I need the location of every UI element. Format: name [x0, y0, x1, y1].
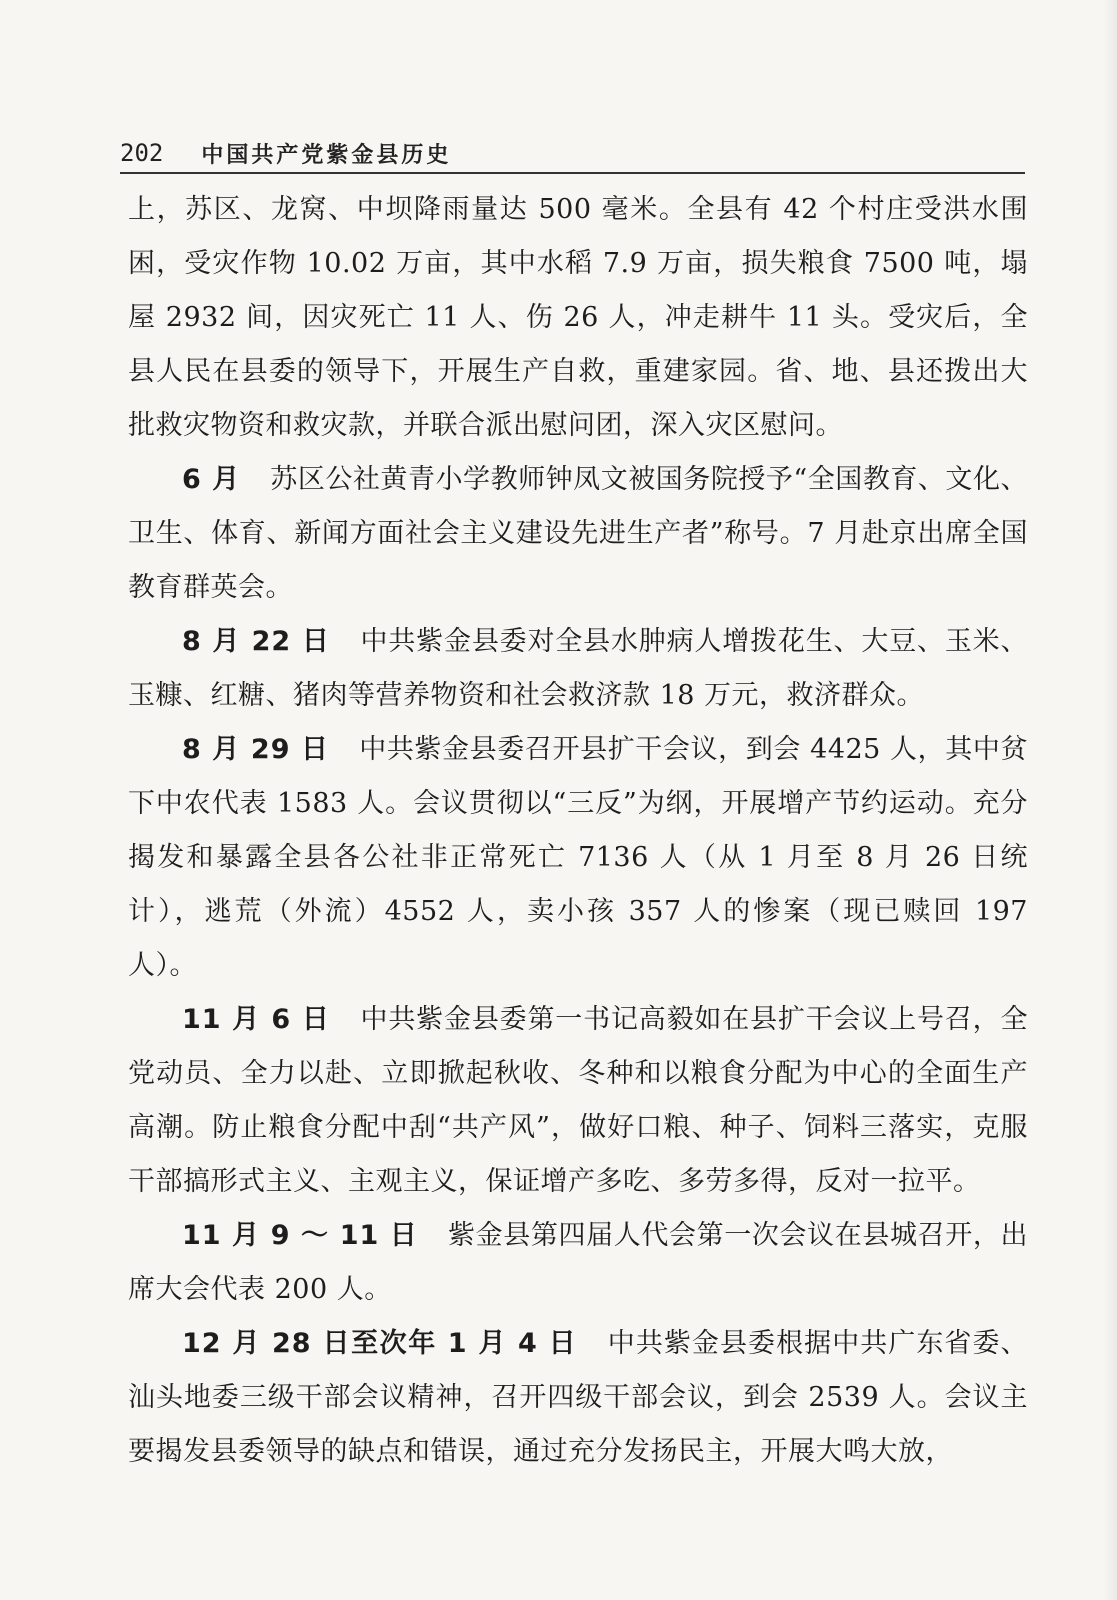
entry-date: 12 月 28 日至次年 1 月 4 日: [182, 1328, 578, 1359]
page-number: 202: [120, 139, 164, 167]
chronicle-entry: [128, 993, 1028, 1209]
entry-date: 6 月: [182, 464, 241, 495]
entry-text: 中共紫金县委根据中共广东省委、汕头地委三级干部会议精神，召开四级干部会议，到会 2539 人。会议主要揭发县委领导的缺点和错误，通过充分发扬民主，开展大鸣大放，: [128, 1328, 1028, 1467]
entry-date: 11 月 9 ～ 11 日: [182, 1220, 418, 1251]
chronicle-entry: [128, 1317, 1028, 1479]
entry-text: 中共紫金县委召开县扩干会议，到会 4425 人，其中贫下中农代表 1583 人。会议贯彻以“三反”为纲，开展增产节约运动。充分揭发和暴露全县各公社非正常死亡 7136 人（从 1 月至 8 月 26 日统计），逃荒（外流）4552 人，卖小孩 357 人的惨案（现已赎回 197 人）。: [128, 734, 1028, 981]
entry-date: 8 月 29 日: [182, 734, 330, 765]
chronicle-entry: [128, 723, 1028, 993]
paragraph-continuation: [128, 183, 1028, 453]
entry-text: 中共紫金县委对全县水肿病人增拨花生、大豆、玉米、玉糠、红糖、猪肉等营养物资和社会救济款 18 万元，救济群众。: [128, 626, 1028, 711]
entry-text: 苏区公社黄青小学教师钟凤文被国务院授予“全国教育、文化、卫生、体育、新闻方面社会主义建设先进生产者”称号。7 月赴京出席全国教育群英会。: [128, 464, 1029, 603]
entry-date: 8 月 22 日: [182, 626, 331, 657]
paragraph-text: 上，苏区、龙窝、中坝降雨量达 500 毫米。全县有 42 个村庄受洪水围困，受灾作物 10.02 万亩，其中水稻 7.9 万亩，损失粮食 7500 吨，塌屋 2932 间，因灾死亡 11 人、伤 26 人，冲走耕牛 11 头。受灾后，全县人民在县委的领导下，开展生产自救，重建家园。省、地、县还拨出大批救灾物资和救灾款，并联合派出慰问团，深入灾区慰问。: [128, 194, 1028, 441]
entry-text: 中共紫金县委第一书记高毅如在县扩干会议上号召，全党动员、全力以赴、立即掀起秋收、冬种和以粮食分配为中心的全面生产高潮。防止粮食分配中刮“共产风”，做好口粮、种子、饲料三落实，克服干部搞形式主义、主观主义，保证增产多吃、多劳多得，反对一拉平。: [128, 1004, 1028, 1197]
page-edge-shadow: [1103, 0, 1117, 1600]
page-header: [120, 133, 1020, 173]
chronicle-entry: [128, 615, 1028, 723]
chronicle-entry: [128, 453, 1028, 615]
entry-text: 紫金县第四届人代会第一次会议在县城召开，出席大会代表 200 人。: [128, 1220, 1029, 1305]
entry-date: 11 月 6 日: [182, 1004, 331, 1035]
page-body: [128, 183, 1028, 1479]
header-rule: [120, 172, 1025, 174]
running-title: 中国共产党紫金县历史: [201, 142, 452, 168]
chronicle-entry: [128, 1209, 1028, 1317]
